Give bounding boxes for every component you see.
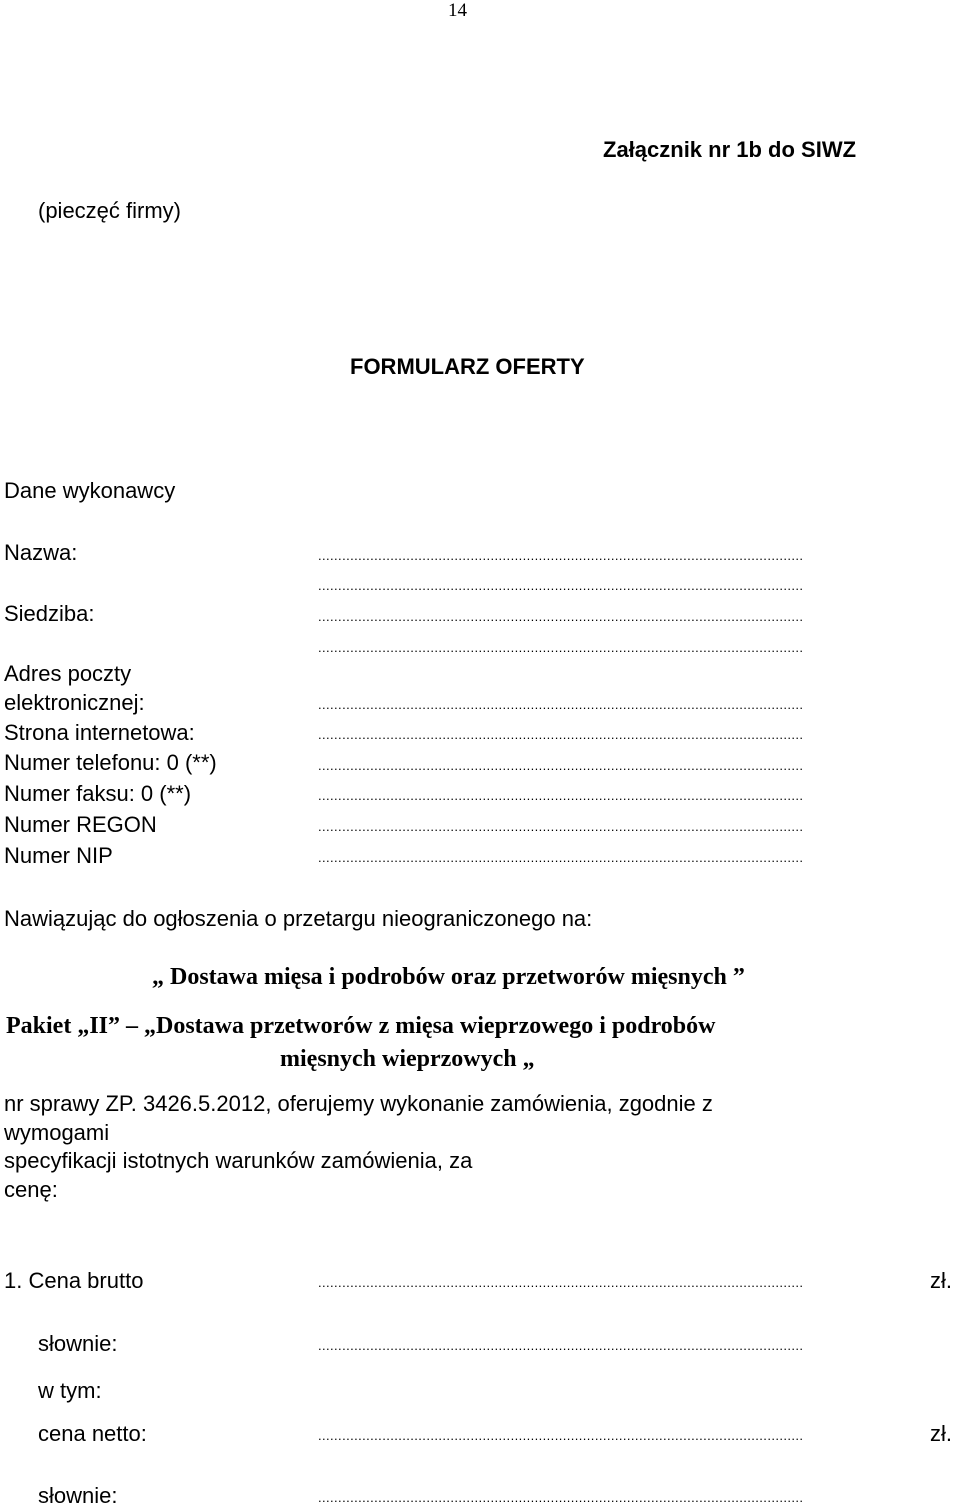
including-label: w tym: <box>38 1378 102 1403</box>
gross-in-words-label: słownie: <box>38 1331 118 1356</box>
regon-field-line[interactable]: ......................................................................................................................... <box>318 820 804 834</box>
email-label-line2: elektronicznej: <box>4 690 145 715</box>
net-in-words-field[interactable]: ......................................................................................................................... <box>318 1491 804 1505</box>
contractor-heading: Dane wykonawcy <box>4 478 176 503</box>
seat-field-line-1[interactable]: ......................................................................................................................... <box>318 610 804 624</box>
email-field-line[interactable]: ......................................................................................................................... <box>318 698 804 712</box>
gross-price-field[interactable]: ......................................................................................................................... <box>318 1276 804 1290</box>
fax-field-line[interactable]: ......................................................................................................................... <box>318 789 804 803</box>
nip-label: Numer NIP <box>4 843 113 868</box>
name-field-line-1[interactable]: ......................................................................................................................... <box>318 549 804 563</box>
net-price-label: cena netto: <box>38 1421 147 1446</box>
offer-text-line-4: cenę: <box>4 1177 58 1202</box>
regon-label: Numer REGON <box>4 812 157 837</box>
fax-label: Numer faksu: 0 (**) <box>4 781 192 806</box>
annex-title: Załącznik nr 1b do SIWZ <box>603 137 857 162</box>
offer-text-line-1: nr sprawy ZP. 3426.5.2012, oferujemy wykonanie zamówienia, zgodnie z <box>4 1091 713 1116</box>
page-number: 14 <box>448 0 467 21</box>
nip-field-line[interactable]: ......................................................................................................................... <box>318 851 804 865</box>
gross-in-words-field[interactable]: ......................................................................................................................... <box>318 1339 804 1353</box>
email-label-line1: Adres poczty <box>4 661 132 686</box>
form-title: FORMULARZ OFERTY <box>350 354 585 379</box>
package-line-1: Pakiet „II” – „Dostawa przetworów z mięsa wieprzowego i podrobów <box>6 1013 716 1039</box>
package-line-2: mięsnych wieprzowych „ <box>280 1046 535 1072</box>
net-price-field[interactable]: ......................................................................................................................... <box>318 1429 804 1443</box>
website-field-line[interactable]: ......................................................................................................................... <box>318 728 804 742</box>
seat-field-line-2[interactable]: ......................................................................................................................... <box>318 641 804 655</box>
tender-intro: Nawiązując do ogłoszenia o przetargu nieograniczonego na: <box>4 906 593 931</box>
offer-text-line-2: wymogami <box>4 1120 110 1145</box>
name-field-line-2[interactable]: ......................................................................................................................... <box>318 579 804 593</box>
tender-subject: „ Dostawa mięsa i podrobów oraz przetworów mięsnych ” <box>152 964 745 990</box>
seat-label: Siedziba: <box>4 601 95 626</box>
website-label: Strona internetowa: <box>4 720 195 745</box>
phone-label: Numer telefonu: 0 (**) <box>4 750 217 775</box>
gross-price-currency: zł. <box>930 1268 952 1293</box>
gross-price-label: 1. Cena brutto <box>4 1268 144 1293</box>
offer-text-line-3: specyfikacji istotnych warunków zamówienia, za <box>4 1148 473 1173</box>
net-in-words-label: słownie: <box>38 1483 118 1508</box>
net-price-currency: zł. <box>930 1421 952 1446</box>
name-label: Nazwa: <box>4 540 78 565</box>
company-stamp-label: (pieczęć firmy) <box>38 198 182 223</box>
phone-field-line[interactable]: ......................................................................................................................... <box>318 759 804 773</box>
